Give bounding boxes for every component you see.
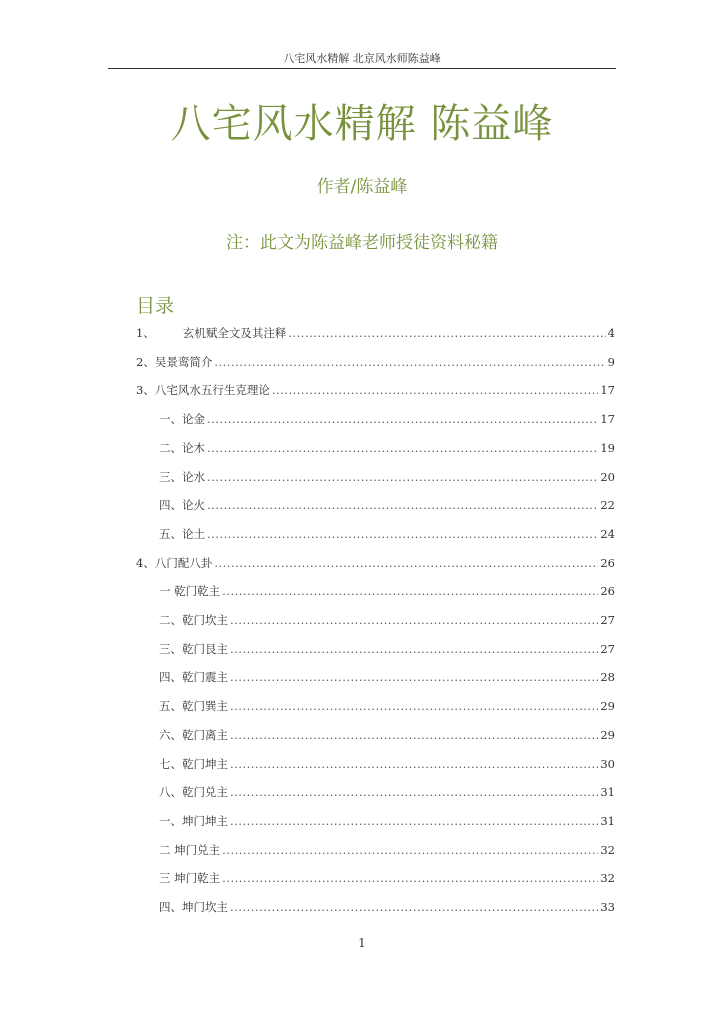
toc-entry-page: 32 [600,871,615,886]
toc-entry-label: 一、坤门坤主 [159,813,228,828]
toc-entry[interactable] [159,868,615,888]
toc-entry[interactable] [159,840,615,860]
toc-dot-leader [230,811,598,831]
toc-dot-leader [222,868,598,888]
toc-entry-label: 四、坤门坎主 [159,900,228,914]
toc-dot-leader [288,323,605,343]
page-number: 1 [358,936,366,950]
toc-entry-label: 四、乾门震主 [159,670,228,685]
toc-entry[interactable] [159,610,615,630]
toc-dot-leader [230,610,598,630]
header-rule [108,68,616,69]
toc-entry[interactable] [159,639,615,659]
running-header: 八宅风水精解 北京风水师陈益峰 [283,52,441,65]
toc-entry-label: 玄机赋全文及其注释 [182,326,287,340]
toc-entry[interactable] [159,897,615,917]
toc-entry-page: 24 [600,526,615,541]
toc-dot-leader [214,553,598,573]
toc-entry-label: 二、论木 [159,440,205,455]
toc-entry-page: 31 [600,785,615,800]
toc-entry-label: 六、乾门离主 [159,727,228,742]
toc-entry-label: 七、乾门坤主 [159,756,228,771]
toc-entry[interactable] [159,782,615,802]
toc-entry-label: 二 坤门兑主 [159,842,221,857]
toc-dot-leader [230,696,598,716]
toc-entry-page: 22 [600,498,615,513]
toc-entry[interactable] [159,409,615,429]
toc-entry[interactable] [159,581,615,601]
toc-dot-leader [230,782,598,802]
toc-dot-leader [207,467,598,487]
toc-entry-label: 五、论土 [159,526,205,541]
toc-dot-leader [230,639,598,659]
toc-entry-page: 33 [600,900,615,914]
toc-dot-leader [230,754,598,774]
toc-dot-leader [207,495,598,515]
toc-dot-leader [230,667,598,687]
toc-entry-page: 9 [607,354,615,369]
toc-dot-leader [207,524,598,544]
toc-entry-label: 2、吴景鸾简介 [136,354,213,369]
toc-entry-number: 1、 [136,326,155,340]
toc-entry[interactable] [136,553,615,573]
toc-entry-page: 26 [600,584,615,599]
toc-entry-page: 4 [607,326,615,340]
document-author: 作者/陈益峰 [316,177,408,197]
toc-entry-page: 30 [600,756,615,771]
toc-entry-label: 三、论水 [159,469,205,484]
toc-entry[interactable] [159,696,615,716]
toc-entry-label: 4、八门配八卦 [136,555,213,570]
toc-entry[interactable] [136,380,615,400]
toc-entry-label: 二、乾门坎主 [159,613,228,627]
toc-entry-label: 五、乾门巽主 [159,699,228,714]
toc-entry[interactable] [159,754,615,774]
toc-entry-page: 27 [600,613,615,627]
toc-entry-page: 26 [600,555,615,570]
document-title: 八宅风水精解 陈益峰 [170,101,554,147]
toc-entry-page: 29 [600,699,615,714]
toc-dot-leader [214,352,605,372]
toc-entry-label: 一 乾门乾主 [159,584,221,599]
toc-entry-page: 19 [600,440,615,455]
toc-entry-label: 八、乾门兑主 [159,785,228,800]
toc-entry-label: 三 坤门乾主 [159,871,221,886]
toc-entry[interactable] [159,524,615,544]
toc-entry-label: 一、论金 [159,412,205,427]
toc-dot-leader [222,581,598,601]
toc-entry[interactable] [159,725,615,745]
toc-entry-page: 17 [600,383,615,398]
toc-entry-page: 28 [600,670,615,685]
toc-entry-label: 3、八宅风水五行生克理论 [136,383,270,398]
toc-dot-leader [230,897,598,917]
toc-dot-leader [272,380,599,400]
toc-dot-leader [230,725,598,745]
toc-entry[interactable] [159,467,615,487]
toc-entry[interactable] [159,438,615,458]
toc-entry[interactable] [159,667,615,687]
toc-entry-page: 17 [600,412,615,427]
toc-dot-leader [207,438,598,458]
toc-entry-page: 29 [600,727,615,742]
toc-entry-page: 31 [600,813,615,828]
toc-entry-page: 32 [600,842,615,857]
toc-entry-label: 三、乾门艮主 [159,641,228,656]
document-note: 注：此文为陈益峰老师授徒资料秘籍 [226,233,498,253]
toc-entry-label: 四、论火 [159,498,205,513]
toc-entry[interactable] [136,323,615,343]
toc-entry[interactable] [136,352,615,372]
toc-dot-leader [222,840,598,860]
toc-entry[interactable] [159,495,615,515]
toc-heading: 目录 [136,295,175,317]
toc-entry-page: 20 [600,469,615,484]
toc-entry-page: 27 [600,641,615,656]
toc-entry[interactable] [159,811,615,831]
toc-dot-leader [207,409,598,429]
